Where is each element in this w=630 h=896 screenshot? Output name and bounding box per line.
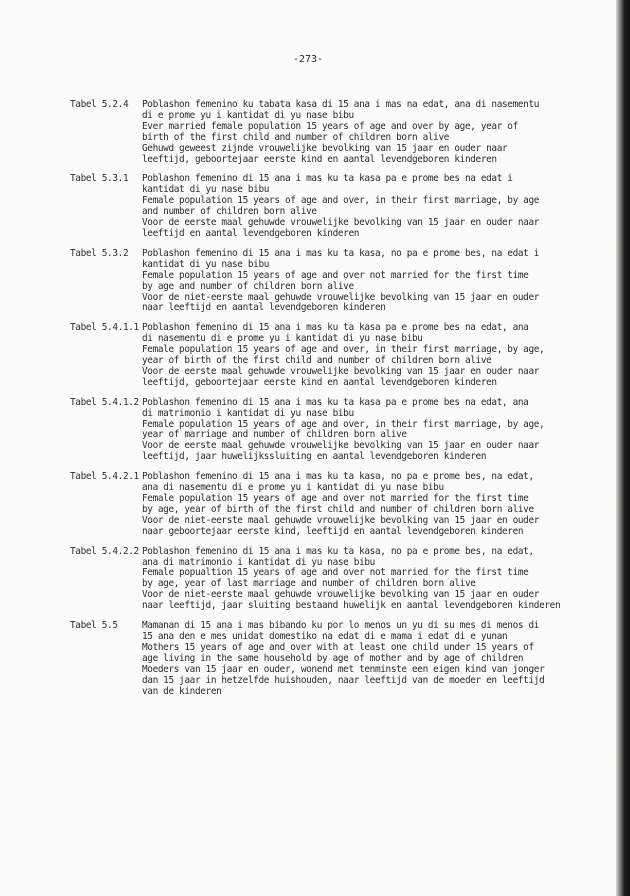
description-line: Voor de eerste maal gehuwde vrouwelijke bevolking van 15 jaar en ouder naar <box>142 440 540 452</box>
table-description <box>142 621 570 697</box>
description-line: naar geboortejaar eerste kind, leeftijd en aantal levendgeboren kinderen <box>142 525 524 537</box>
table-entry <box>70 249 570 314</box>
description-line: age living in the same household by age of mother and by age of children <box>142 652 524 664</box>
table-description <box>142 174 570 239</box>
description-line: Voor de eerste maal gehuwde vrouwelijke bevolking van 15 jaar en ouder naar <box>142 217 540 229</box>
description-line: van de kinderen <box>142 685 222 697</box>
description-line: year of marriage and number of children born alive <box>142 429 407 441</box>
description-line: Female population 15 years of age and over not married for the first time <box>142 493 529 504</box>
table-description <box>142 100 570 165</box>
description-line: by age, year of birth of the first child and number of children born alive <box>142 503 534 515</box>
description-line: Poblashon femenino ku tabata kasa di 15 ana i mas na edat, ana di nasementu <box>142 99 540 110</box>
description-line: di matrimonio i kantidat di yu nase bibu <box>142 407 354 419</box>
description-line: Mothers 15 years of age and over with at least one child under 15 years of <box>142 641 534 653</box>
table-description <box>142 398 570 463</box>
description-line: di e prome yu i kantidat di yu nase bibu <box>142 109 354 121</box>
description-line: birth of the first child and number of children born alive <box>142 131 450 143</box>
description-line: Voor de niet-eerste maal gehuwde vrouwelijke bevolking van 15 jaar en ouder <box>142 514 540 526</box>
description-line: Voor de niet-eerste maal gehuwde vrouwelijke bevolking van 15 jaar en ouder <box>142 589 540 601</box>
table-number: Tabel 5.5 <box>70 620 118 632</box>
table-entry <box>70 398 570 463</box>
table-description <box>142 472 570 537</box>
table-list <box>70 100 570 706</box>
description-line: Poblashon femenino di 15 ana i mas ku ta kasa, no pa e prome bes, na edat, <box>142 471 534 483</box>
table-description <box>142 249 570 314</box>
description-line: kantidat di yu nase bibu <box>142 258 270 270</box>
description-line: leeftijd, geboortejaar eerste kind en aantal levendgeboren kinderen <box>142 153 497 165</box>
description-line: naar leeftijd en aantal levendgeboren kinderen <box>142 302 386 314</box>
table-number: Tabel 5.3.1 <box>70 173 129 185</box>
description-line: Moeders van 15 jaar en ouder, wonend met tenminste een eigen kind van jonger <box>142 663 545 675</box>
description-line: Poblashon femenino di 15 ana i mas ku ta kasa pa e prome bes na edat i <box>142 173 513 185</box>
description-line: Gehuwd geweest zijnde vrouwelijke bevolking van 15 jaar en ouder naar <box>142 142 508 154</box>
description-line: ana di matrimonio i kantidat di yu nase bibu <box>142 556 375 568</box>
description-line: leeftijd en aantal levendgeboren kinderen <box>142 227 360 239</box>
description-line: Ever married female population 15 years of age and over by age, year of <box>142 120 518 132</box>
description-line: Poblashon femenino di 15 ana i mas ku ta kasa, no pa e prome bes, na edat, <box>142 545 534 557</box>
table-entry <box>70 100 570 165</box>
table-entry <box>70 323 570 388</box>
description-line: and number of children born alive <box>142 206 317 218</box>
table-number: Tabel 5.4.2.1 <box>70 471 139 483</box>
description-line: leeftijd, geboortejaar eerste kind en aantal levendgeboren kinderen <box>142 376 497 388</box>
description-line: Female popualtion 15 years of age and over not married for the first time <box>142 567 529 579</box>
table-number: Tabel 5.4.1.2 <box>70 396 139 408</box>
description-line: Voor de eerste maal gehuwde vrouwelijke bevolking van 15 jaar en ouder naar <box>142 365 540 377</box>
table-description <box>142 323 570 388</box>
description-line: kantidat di yu nase bibu <box>142 184 270 196</box>
table-entry <box>70 174 570 239</box>
description-line: Female population 15 years of age and over, in their first marriage, by age, <box>142 344 545 356</box>
page-number: -273- <box>292 54 324 65</box>
scanner-edge <box>616 0 630 896</box>
table-number: Tabel 5.3.2 <box>70 247 129 259</box>
table-number: Tabel 5.4.1.1 <box>70 322 139 334</box>
description-line: dan 15 jaar in hetzelfde huishouden, naar leeftijd van de moeder en leeftijd <box>142 674 545 686</box>
description-line: di nasementu di e prome yu i kantidat di yu nase bibu <box>142 333 423 345</box>
description-line: Female population 15 years of age and over not married for the first time <box>142 269 529 281</box>
description-line: Poblashon femenino di 15 ana i mas ku ta kasa, no pa e prome bes, na edat i <box>142 247 540 259</box>
description-line: year of birth of the first child and number of children born alive <box>142 355 492 367</box>
description-line: leeftijd, jaar huwelijkssluiting en aantal levendgeboren kinderen <box>142 451 487 463</box>
description-line: by age and number of children born alive <box>142 280 354 292</box>
description-line: Voor de niet-eerste maal gehuwde vrouwelijke bevolking van 15 jaar en ouder <box>142 291 540 303</box>
table-entry <box>70 472 570 537</box>
table-entry <box>70 547 570 612</box>
table-entry <box>70 621 570 697</box>
description-line: Poblashon femenino di 15 ana i mas ku ta kasa pa e prome bes na edat, ana <box>142 396 529 408</box>
table-number: Tabel 5.4.2.2 <box>70 545 139 557</box>
description-line: ana di nasementu di e prome yu i kantidat di yu nase bibu <box>142 482 444 494</box>
description-line: 15 ana den e mes unidat domestiko na edat di e mama i edat di e yunan <box>142 630 508 642</box>
description-line: by age, year of last marriage and number of children born alive <box>142 578 476 590</box>
description-line: naar leeftijd, jaar sluiting bestaand huwelijk en aantal levendgeboren kinderen <box>142 600 561 612</box>
description-line: Female population 15 years of age and over, in their first marriage, by age <box>142 195 540 207</box>
table-description <box>142 547 570 612</box>
description-line: Mamanan di 15 ana i mas bibando ku por lo menos un yu di su mes di menos di <box>142 620 540 632</box>
description-line: Female population 15 years of age and over, in their first marriage, by age, <box>142 418 545 430</box>
table-number: Tabel 5.2.4 <box>70 99 129 110</box>
description-line: Poblashon femenino di 15 ana i mas ku ta kasa pa e prome bes na edat, ana <box>142 322 529 334</box>
